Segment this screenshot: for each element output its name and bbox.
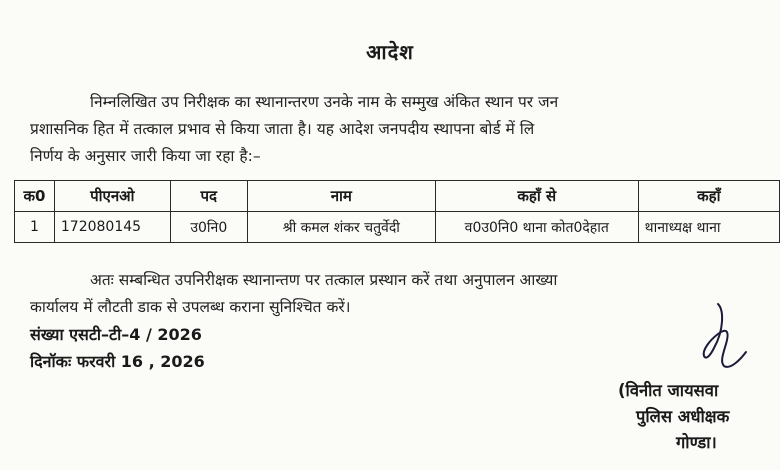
table-row xyxy=(15,212,780,243)
header-from: कहाँ से xyxy=(435,181,638,212)
cell-name: श्री कमल शंकर चतुर्वेदी xyxy=(247,212,435,243)
signatory-name: (विनीत जायसवा xyxy=(618,381,719,400)
cell-to: थानाध्यक्ष थाना xyxy=(638,212,779,243)
header-serial: क0 xyxy=(15,181,55,212)
closing-line-2: कार्यालय में लौटती डाक से उपलब्ध कराना सुनिश्चित करें। xyxy=(30,298,351,316)
header-pno: पीएनओ xyxy=(54,181,170,212)
transfer-table xyxy=(14,180,780,243)
closing-line-1: अतः सम्बन्धित उपनिरीक्षक स्थानान्तण पर तत्काल प्रस्थान करें तथा अनुपालन आख्या xyxy=(90,271,558,289)
cell-pno: 172080145 xyxy=(54,212,170,243)
signatory-designation: पुलिस अधीक्षक xyxy=(636,407,730,426)
table-header-row xyxy=(15,181,780,212)
document-heading: आदेश xyxy=(366,40,414,64)
header-post: पद xyxy=(170,181,247,212)
handwritten-signature xyxy=(680,300,760,378)
cell-post: उ0नि0 xyxy=(170,212,247,243)
cell-serial: 1 xyxy=(15,212,55,243)
signatory-place: गोण्डा। xyxy=(676,433,717,452)
cell-from: व0उ0नि0 थाना कोत0देहात xyxy=(435,212,638,243)
reference-date: दिनॉकः फरवरी 16 , 2026 xyxy=(30,352,205,371)
intro-line-1: निम्नलिखित उप निरीक्षक का स्थानान्तरण उनके नाम के सम्मुख अंकित स्थान पर जन xyxy=(90,93,559,111)
header-name: नाम xyxy=(247,181,435,212)
intro-line-3: निर्णय के अनुसार जारी किया जा रहा है:– xyxy=(30,147,261,165)
intro-line-2: प्रशासनिक हित में तत्काल प्रभाव से किया जाता है। यह आदेश जनपदीय स्थापना बोर्ड में लि xyxy=(30,120,535,138)
header-to: कहाँ xyxy=(638,181,779,212)
reference-number: संख्या एसटी–टी–4 / 2026 xyxy=(30,325,202,344)
